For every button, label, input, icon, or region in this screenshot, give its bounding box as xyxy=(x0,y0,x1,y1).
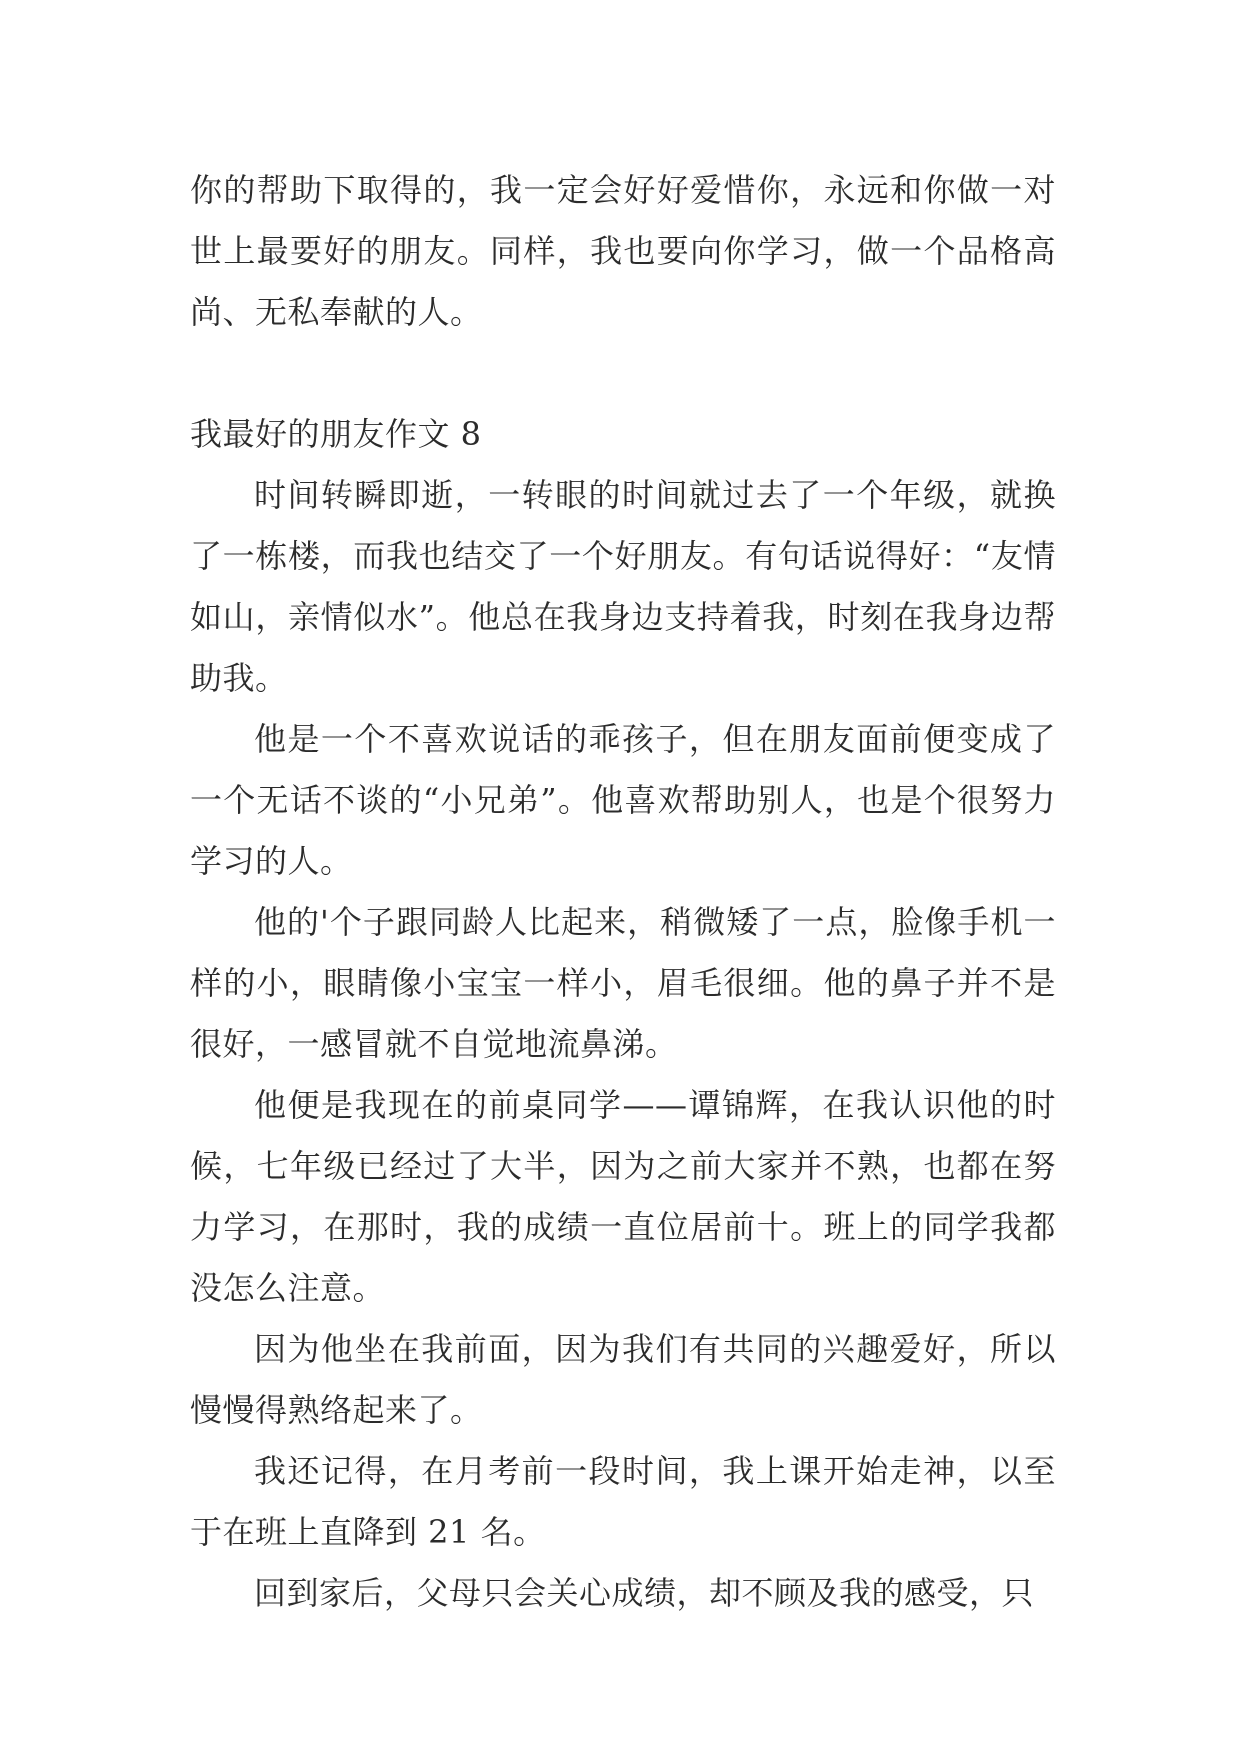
paragraph: 时间转瞬即逝，一转眼的时间就过去了一个年级，就换了一栋楼，而我也结交了一个好朋友。有句话说得好：“友情如山，亲情似水”。他总在我身边支持着我，时刻在我身边帮助我。 xyxy=(190,476,1056,697)
section-spacer xyxy=(190,343,1056,404)
paragraph: 他的'个子跟同龄人比起来，稍微矮了一点，脸像手机一样的小，眼睛像小宝宝一样小，眉毛很细。他的鼻子并不是很好，一感冒就不自觉地流鼻涕。 xyxy=(190,903,1056,1063)
document-body xyxy=(190,160,1056,1624)
paragraph: 因为他坐在我前面，因为我们有共同的兴趣爱好，所以慢慢得熟络起来了。 xyxy=(190,1330,1056,1429)
intro-paragraph: 你的帮助下取得的，我一定会好好爱惜你，永远和你做一对世上最要好的朋友。同样，我也要向你学习，做一个品格高尚、无私奉献的人。 xyxy=(190,171,1056,331)
section-title: 我最好的朋友作文 8 xyxy=(190,415,482,453)
paragraph: 他是一个不喜欢说话的乖孩子，但在朋友面前便变成了一个无话不谈的“小兄弟”。他喜欢帮助别人，也是个很努力学习的人。 xyxy=(190,720,1056,880)
paragraph: 回到家后，父母只会关心成绩，却不顾及我的感受，只 xyxy=(254,1574,1035,1612)
paragraph: 我还记得，在月考前一段时间，我上课开始走神，以至于在班上直降到 21 名。 xyxy=(190,1452,1056,1551)
paragraph: 他便是我现在的前桌同学——谭锦辉，在我认识他的时候，七年级已经过了大半，因为之前大家并不熟，也都在努力学习，在那时，我的成绩一直位居前十。班上的同学我都没怎么注意。 xyxy=(190,1086,1056,1307)
